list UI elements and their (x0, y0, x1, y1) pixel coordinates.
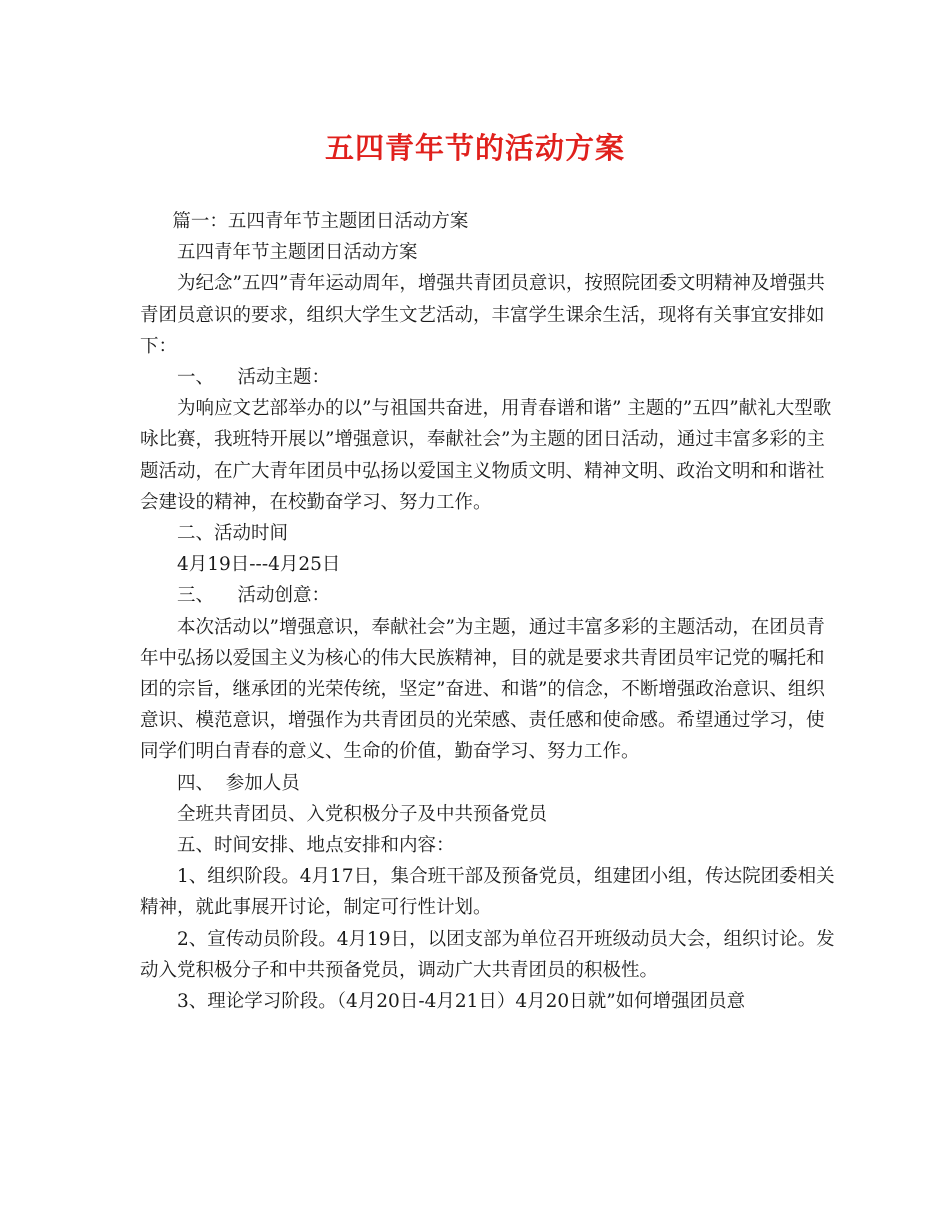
section-heading: 三、 活动创意： (177, 585, 331, 607)
section-heading: 五、时间安排、地点安排和内容： (177, 835, 455, 857)
document-title: 五四青年节的活动方案 (324, 131, 625, 165)
paragraph: 2、宣传动员阶段。4月19日，以团支部为单位召开班级动员大会，组织讨论。发动入党积极分子和中共预备党员，调动广大共青团员的积极性。 (140, 928, 835, 981)
section-heading: 二、活动时间 (177, 523, 289, 545)
document-body (140, 206, 840, 1017)
paragraph: 五四青年节主题团日活动方案 (177, 242, 418, 264)
paragraph: 3、理论学习阶段。（4月20日-4月21日）4月20日就”如何增强团员意 (177, 991, 746, 1013)
paragraph: 全班共青团员、入党积极分子及中共预备党员 (177, 803, 548, 825)
paragraph: 1、组织阶段。4月17日，集合班干部及预备党员，组建团小组，传达院团委相关精神，就此事展开讨论，制定可行性计划。 (140, 866, 835, 919)
section-heading: 一、 活动主题： (177, 367, 331, 389)
section-heading: 四、 参加人员 (177, 772, 300, 794)
paragraph: 为纪念”五四”青年运动周年，增强共青团员意识，按照院团委文明精神及增强共青团员意识的要求，组织大学生文艺活动，丰富学生课余生活，现将有关事宜安排如下： (140, 273, 825, 357)
paragraph: 为响应文艺部举办的以”与祖国共奋进，用青春谱和谐” 主题的”五四”献礼大型歌咏比赛，我班特开展以”增强意识，奉献社会”为主题的团日活动，通过丰富多彩的主题活动，在广大青年团员中弘扬以爱国主义物质文明、精神文明、政治文明和和谐社会建设的精神，在校勤奋学习、努力工作。 (140, 398, 832, 513)
section-heading: 篇一：五四青年节主题团日活动方案 (172, 211, 469, 232)
paragraph: 本次活动以”增强意识，奉献社会”为主题，通过丰富多彩的主题活动，在团员青年中弘扬以爱国主义为核心的伟大民族精神，目的就是要求共青团员牢记党的嘱托和团的宗旨，继承团的光荣传统，坚定”奋进、和谐”的信念，不断增强政治意识、组织意识、模范意识，增强作为共青团员的光荣感、责任感和使命感。希望通过学习，使同学们明白青春的意义、生命的价值，勤奋学习、努力工作。 (140, 616, 825, 763)
paragraph: 4月19日---4月25日 (177, 554, 341, 576)
